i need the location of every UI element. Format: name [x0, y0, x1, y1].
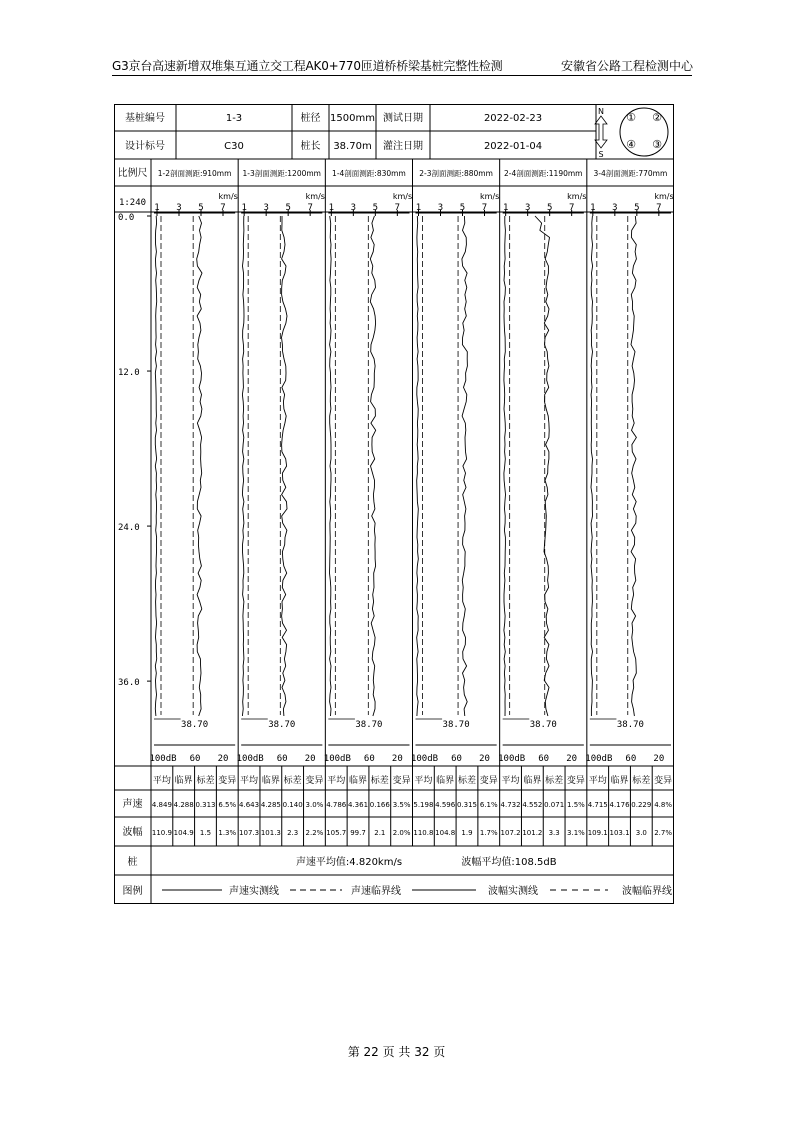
amplitude-tick-1-0: 100dB — [149, 754, 177, 764]
amp-stat-6-2: 3.0 — [635, 829, 647, 837]
amp-stat-1-3: 1.3% — [218, 829, 237, 837]
report-title: G3京台高速新增双堆集互通立交工程AK0+770匝道桥桥梁基桩完整性检测 — [112, 59, 503, 73]
velocity-tick-4-5: 5 — [459, 203, 466, 213]
scale-ratio: 1:240 — [118, 198, 147, 208]
velocity-curve-5 — [535, 216, 550, 716]
stat-header-4-2: 标差 — [457, 776, 476, 786]
amp-stat-4-1: 104.8 — [435, 829, 456, 837]
length-value: 38.70m — [333, 141, 372, 152]
length-label: 桩长 — [300, 141, 321, 152]
amp-stat-6-3: 2.7% — [654, 829, 673, 837]
profile-name-2: 1-3剖面测距:1200mm — [242, 169, 321, 178]
velocity-tick-4-1: 1 — [415, 203, 422, 213]
amp-stat-2-3: 2.2% — [305, 829, 324, 837]
pile-bottom-depth-6: 38.70 — [616, 720, 644, 730]
depth-tick-24.0: 24.0 — [118, 523, 140, 534]
header-rule — [112, 75, 692, 76]
velocity-tick-4-3: 3 — [437, 203, 444, 213]
speed-stat-2-3: 3.0% — [305, 801, 324, 809]
speed-stat-1-1: 4.288 — [173, 801, 194, 809]
amp-stat-4-2: 1.9 — [461, 829, 473, 837]
velocity-tick-3-5: 5 — [372, 203, 379, 213]
velocity-tick-2-5: 5 — [285, 203, 291, 213]
velocity-tick-3-1: 1 — [328, 203, 335, 213]
legend-label: 图例 — [122, 886, 143, 897]
velocity-tick-1-1: 1 — [154, 203, 160, 213]
velocity-curve-4 — [462, 216, 468, 716]
pile-no-label: 基桩编号 — [125, 113, 165, 124]
pile-bottom-depth-2: 38.70 — [268, 720, 296, 730]
amplitude-curve-5 — [504, 216, 506, 716]
velocity-tick-2-3: 3 — [263, 203, 269, 213]
amplitude-tick-2-2: 20 — [304, 754, 316, 764]
amp-stat-2-1: 101.3 — [260, 829, 281, 837]
tube-marker-2: ② — [652, 111, 662, 124]
velocity-tick-6-7: 7 — [656, 203, 662, 213]
profile-name-6: 3-4剖面测距:770mm — [593, 169, 668, 178]
speed-stat-3-0: 4.786 — [326, 801, 347, 809]
amp-stat-3-2: 2.1 — [374, 829, 386, 837]
depth-tick-0.0: 0.0 — [118, 213, 135, 223]
amplitude-tick-2-1: 60 — [276, 754, 288, 764]
stat-header-2-0: 平均 — [240, 776, 259, 786]
speed-stat-4-3: 6.1% — [479, 801, 498, 809]
speed-stat-2-1: 4.285 — [260, 801, 281, 809]
velocity-tick-5-3: 3 — [524, 203, 531, 213]
profile-name-1: 1-2剖面测距:910mm — [157, 169, 232, 178]
amplitude-curve-1 — [155, 216, 156, 716]
speed-row-label: 声速 — [122, 799, 143, 810]
velocity-tick-1-3: 3 — [176, 203, 182, 213]
pile-row-label: 桩 — [127, 857, 138, 868]
amplitude-tick-3-0: 100dB — [323, 754, 351, 764]
amp-stat-2-0: 107.3 — [239, 829, 260, 837]
pour-date-value: 2022-01-04 — [483, 141, 543, 152]
amplitude-tick-6-2: 20 — [653, 754, 665, 764]
velocity-curve-2 — [282, 216, 288, 716]
pour-date-label: 灌注日期 — [383, 141, 423, 152]
pile-bottom-depth-3: 38.70 — [355, 720, 383, 730]
amp-stat-4-3: 1.7% — [479, 829, 498, 837]
stat-header-4-1: 临界 — [436, 776, 455, 786]
speed-stat-4-2: 0.315 — [456, 801, 478, 809]
south-label: S — [598, 150, 604, 159]
amplitude-tick-5-2: 20 — [566, 754, 578, 764]
amplitude-tick-3-1: 60 — [363, 754, 375, 764]
stat-header-6-0: 平均 — [588, 776, 607, 786]
pile-circle — [620, 108, 668, 156]
north-label: N — [598, 107, 604, 116]
stat-header-4-0: 平均 — [414, 776, 433, 786]
tube-marker-3: ④ — [626, 138, 636, 151]
speed-stat-6-3: 4.8% — [654, 801, 673, 809]
amplitude-tick-4-2: 20 — [479, 754, 490, 764]
amplitude-curve-6 — [591, 216, 593, 716]
speed-stat-3-2: 0.166 — [369, 801, 390, 809]
amp-stat-6-1: 103.1 — [609, 829, 630, 837]
pile-bottom-depth-5: 38.70 — [529, 720, 557, 730]
velocity-unit-4: km/s — [480, 192, 500, 201]
amplitude-tick-5-0: 100dB — [498, 754, 526, 764]
speed-stat-5-0: 4.732 — [500, 801, 521, 809]
velocity-tick-3-3: 3 — [350, 203, 357, 213]
profile-name-3: 1-4剖面测距:830mm — [332, 169, 406, 178]
velocity-unit-3: km/s — [392, 192, 413, 201]
pile-amplitude-average: 波幅平均值:108.5dB — [461, 857, 557, 868]
amp-stat-1-2: 1.5 — [199, 829, 212, 837]
stat-header-5-1: 临界 — [523, 776, 542, 786]
stat-header-1-3: 变异 — [218, 776, 237, 786]
amp-stat-3-1: 99.7 — [350, 829, 366, 837]
velocity-tick-5-7: 7 — [568, 203, 575, 213]
amplitude-curve-2 — [242, 216, 244, 716]
stat-header-2-3: 变异 — [305, 776, 324, 786]
amp-stat-5-3: 3.1% — [567, 829, 585, 837]
stat-header-1-2: 标差 — [196, 776, 215, 786]
velocity-unit-1: km/s — [218, 192, 238, 201]
stat-header-6-2: 标差 — [632, 776, 651, 786]
pile-bottom-depth-4: 38.70 — [442, 720, 470, 730]
velocity-tick-4-7: 7 — [481, 203, 488, 213]
page-footer: 第 22 页 共 32 页 — [347, 1045, 446, 1059]
depth-tick-36.0: 36.0 — [118, 678, 140, 689]
velocity-tick-3-7: 7 — [394, 203, 401, 213]
pile-no-value: 1-3 — [225, 113, 243, 124]
velocity-curve-3 — [370, 216, 375, 716]
legend-item-1: 声速实测线 — [229, 886, 279, 897]
amp-stat-1-1: 104.9 — [173, 829, 194, 837]
amp-stat-1-0: 110.9 — [151, 829, 172, 837]
amplitude-curve-4 — [417, 216, 419, 716]
amp-stat-5-1: 101.2 — [522, 829, 543, 837]
velocity-curve-6 — [631, 216, 636, 716]
amp-row-label: 波幅 — [122, 827, 143, 838]
north-arrow-icon — [595, 116, 607, 148]
velocity-tick-2-7: 7 — [307, 203, 313, 213]
profile-name-5: 2-4剖面测距:1190mm — [504, 169, 583, 178]
grade-label: 设计标号 — [125, 141, 165, 152]
speed-stat-5-1: 4.552 — [522, 801, 543, 809]
amp-stat-3-0: 105.7 — [326, 829, 347, 837]
velocity-tick-6-3: 3 — [612, 203, 618, 213]
amplitude-tick-5-1: 60 — [538, 754, 550, 764]
speed-stat-1-2: 0.313 — [195, 801, 216, 809]
speed-stat-4-0: 5.198 — [413, 801, 434, 809]
stat-header-3-1: 临界 — [349, 776, 368, 786]
speed-stat-6-2: 0.229 — [631, 801, 652, 809]
stat-header-2-2: 标差 — [283, 776, 302, 786]
organization-name: 安徽省公路工程检测中心 — [560, 59, 693, 73]
stat-header-5-2: 标差 — [545, 776, 564, 786]
amplitude-tick-3-2: 20 — [391, 754, 403, 764]
velocity-unit-5: km/s — [567, 192, 587, 201]
velocity-tick-6-1: 1 — [590, 203, 596, 213]
amp-stat-3-3: 2.0% — [392, 829, 411, 837]
speed-stat-2-2: 0.140 — [282, 801, 303, 809]
profile-name-4: 2-3剖面测距:880mm — [419, 169, 493, 178]
velocity-tick-1-5: 5 — [198, 203, 204, 213]
tube-marker-1: ① — [626, 111, 636, 124]
diameter-value: 1500mm — [330, 113, 375, 124]
speed-stat-5-3: 1.5% — [567, 801, 585, 809]
amplitude-curve-3 — [330, 216, 332, 716]
velocity-tick-2-1: 1 — [241, 203, 247, 213]
diameter-label: 桩径 — [300, 113, 321, 124]
amp-stat-5-2: 3.3 — [548, 829, 560, 837]
amplitude-tick-4-0: 100dB — [410, 754, 439, 764]
amplitude-tick-2-0: 100dB — [236, 754, 264, 764]
grade-value: C30 — [224, 141, 244, 152]
depth-tick-12.0: 12.0 — [118, 368, 140, 379]
amplitude-tick-4-1: 60 — [451, 754, 462, 764]
velocity-tick-6-5: 5 — [634, 203, 640, 213]
speed-stat-5-2: 0.071 — [544, 801, 565, 809]
speed-stat-6-1: 4.176 — [609, 801, 630, 809]
stat-header-4-3: 变异 — [479, 776, 498, 786]
stat-header-1-1: 临界 — [174, 776, 193, 786]
amplitude-tick-6-0: 100dB — [585, 754, 613, 764]
speed-stat-6-0: 4.715 — [587, 801, 608, 809]
velocity-curve-1 — [197, 216, 202, 716]
speed-stat-3-3: 3.5% — [392, 801, 411, 809]
velocity-tick-5-1: 1 — [502, 203, 509, 213]
stat-header-3-0: 平均 — [327, 776, 346, 786]
amp-stat-4-0: 110.8 — [413, 829, 434, 837]
speed-stat-1-3: 6.5% — [218, 801, 237, 809]
tube-marker-4: ③ — [652, 138, 662, 151]
test-date-label: 测试日期 — [383, 113, 423, 124]
velocity-tick-5-5: 5 — [546, 203, 553, 213]
stat-header-3-2: 标差 — [370, 776, 389, 786]
velocity-unit-2: km/s — [305, 192, 325, 201]
legend-item-3: 波幅实测线 — [488, 886, 538, 897]
stat-header-6-3: 变异 — [654, 776, 673, 786]
pile-bottom-depth-1: 38.70 — [181, 720, 209, 730]
stat-header-6-1: 临界 — [610, 776, 629, 786]
stat-header-5-0: 平均 — [501, 776, 520, 786]
scale-label: 比例尺 — [117, 168, 148, 179]
stat-header-3-3: 变异 — [392, 776, 411, 786]
amp-stat-6-0: 109.1 — [587, 829, 608, 837]
legend-item-2: 声速临界线 — [351, 886, 401, 897]
test-date-value: 2022-02-23 — [483, 113, 543, 124]
pile-speed-average: 声速平均值:4.820km/s — [295, 857, 403, 868]
speed-stat-4-1: 4.596 — [435, 801, 456, 809]
amp-stat-5-0: 107.2 — [500, 829, 521, 837]
amplitude-tick-6-1: 60 — [625, 754, 637, 764]
velocity-unit-6: km/s — [654, 192, 674, 201]
velocity-tick-1-7: 7 — [220, 203, 226, 213]
stat-header-1-0: 平均 — [152, 776, 171, 786]
speed-stat-3-1: 4.361 — [347, 801, 369, 809]
speed-stat-1-0: 4.849 — [151, 801, 172, 809]
amplitude-tick-1-2: 20 — [217, 754, 229, 764]
pile-test-table — [114, 104, 674, 904]
amp-stat-2-2: 2.3 — [287, 829, 299, 837]
stat-header-5-3: 变异 — [566, 776, 585, 786]
stat-header-2-1: 临界 — [261, 776, 280, 786]
legend-item-4: 波幅临界线 — [622, 886, 672, 897]
speed-stat-2-0: 4.643 — [239, 801, 260, 809]
amplitude-tick-1-1: 60 — [189, 754, 201, 764]
